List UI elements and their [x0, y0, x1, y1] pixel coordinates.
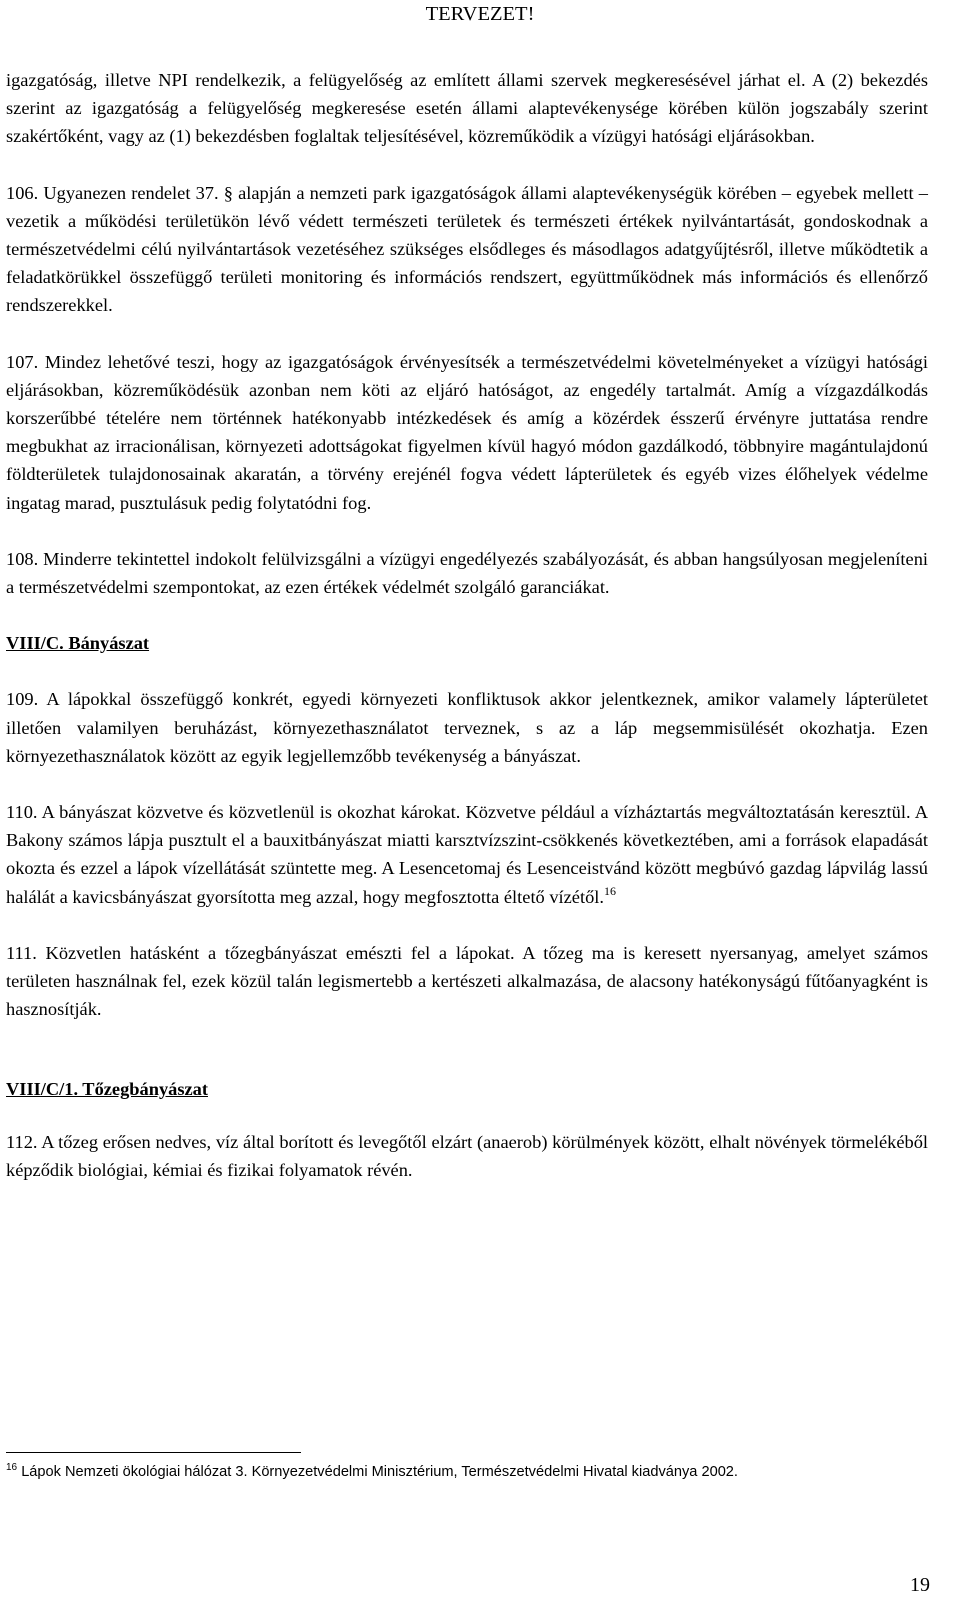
- section-heading-banyaszat: VIII/C. Bányászat: [6, 633, 150, 654]
- document-body: [6, 66, 928, 1212]
- paragraph-continuation: igazgatóság, illetve NPI rendelkezik, a felügyelőség az említett állami szervek megkeresésével járhat el. A (2) bekezdés szerint az igazgatóság a felügyelőség megkeresése esetén állami alaptevékenysége körében külön jogszabály szerint szakértőként, vagy az (1) bekezdésben foglaltak teljesítésével, közreműködik a vízügyi hatósági eljárásokban.: [6, 70, 928, 147]
- footnote-text: Lápok Nemzeti ökológiai hálózat 3. Környezetvédelmi Minisztérium, Természetvédelmi Hivatal kiadványa 2002.: [21, 1464, 738, 1480]
- paragraph-110: [6, 798, 928, 911]
- footnote: [6, 1462, 928, 1482]
- paragraph-107: 107. Mindez lehetővé teszi, hogy az igazgatóságok érvényesítsék a természetvédelmi követelményeket a vízügyi hatósági eljárásokban, közreműködésük azonban nem köti az eljáró hatóságot, az engedély tartalmát. Amíg a vízgazdálkodás korszerűbbé tételére nem történnek hatékonyabb intézkedések és amíg a közérdek ésszerű érvényre juttatása rendre megbukhat az irracionálisan, környezeti adottságokat figyelmen kívül hagyó módon gazdálkodó, többnyire magántulajdonú földterületek tulajdonosainak akaratán, a törvény erejénél fogva védett lápterületek és egyéb vizes élőhelyek védelme ingatag marad, pusztulásuk pedig folytatódni fog.: [6, 351, 928, 513]
- section-heading-tozegbanyaszat: VIII/C/1. Tőzegbányászat: [6, 1079, 208, 1100]
- footnote-number: 16: [6, 1462, 18, 1473]
- paragraph-109: 109. A lápokkal összefüggő konkrét, egyedi környezeti konfliktusok akkor jelentkeznek, amikor valamely lápterületet illetően valamilyen beruházást, környezethasználatot terveznek, s az a láp megsemmisülését okozhatja. Ezen környezethasználatok között az egyik legjellemzőbb tevékenység a bányászat.: [6, 689, 928, 766]
- draft-header: TERVEZET!: [425, 3, 535, 25]
- paragraph-106: 106. Ugyanezen rendelet 37. § alapján a nemzeti park igazgatóságok állami alaptevékenységük körében – egyebek mellett – vezetik a működési területükön lévő védett természeti területek és természeti értékek nyilvántartását, gondoskodnak a természetvédelmi célú nyilvántartások vezetéséhez szükséges elsődleges és másodlagos adatgyűjtésről, illetve működtetik a feladatkörükkel összefüggő területi monitoring és információs rendszert, együttműködnek más információs és ellenőrző rendszerekkel.: [6, 182, 928, 316]
- paragraph-108: 108. Minderre tekintettel indokolt felülvizsgálni a vízügyi engedélyezés szabályozását, és abban hangsúlyosan megjeleníteni a természetvédelmi szempontokat, az ezen értékek védelmét szolgáló garanciákat.: [6, 548, 928, 598]
- paragraph-112: 112. A tőzeg erősen nedves, víz által borított és levegőtől elzárt (anaerob) körülmények között, elhalt növények törmelékéből képződik biológiai, kémiai és fizikai folyamatok révén.: [6, 1131, 928, 1180]
- paragraph-111: 111. Közvetlen hatásként a tőzegbányászat emészti fel a lápokat. A tőzeg ma is keresett nyersanyag, amelyet számos területen használnak fel, ezek közül talán legismertebb a kertészeti alkalmazása, de alacsony hatékonyságú fűtőanyagként is hasznosítják.: [6, 942, 928, 1020]
- footnote-separator: [6, 1452, 301, 1453]
- paragraph-110-text: 110. A bányászat közvetve és közvetlenül is okozhat károkat. Közvetve például a vízháztartás megváltoztatásán keresztül. A Bakony számos lápja pusztult el a bauxitbányászat miatti karsztvízszint-csökkenés következtében, ami a források elapadását okozta és ezzel a lápok vízellátását szüntette meg. A Lesencetomaj és Lesenceistvánd között megbúvó gazdag lápvilág lassú halálát a kavicsbányászat gyorsította meg azzal, hogy megfosztotta éltető vízétől.: [6, 802, 928, 907]
- footnote-reference[interactable]: 16: [603, 883, 616, 898]
- page-number: 19: [910, 1574, 930, 1596]
